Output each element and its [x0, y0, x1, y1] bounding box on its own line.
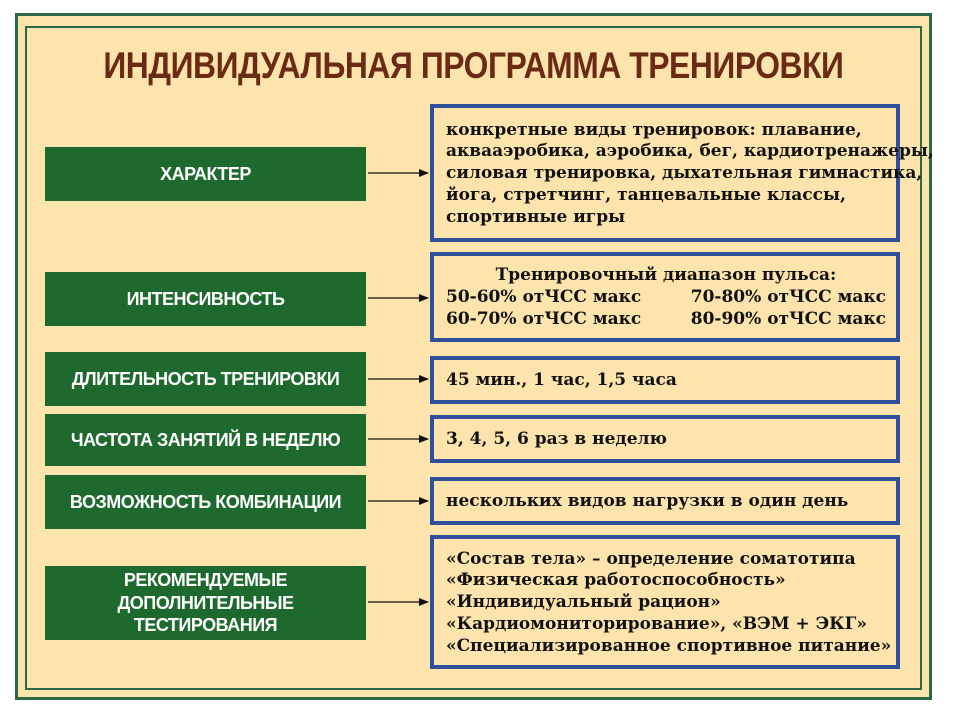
label-frequency: ЧАСТОТА ЗАНЯТИЙ В НЕДЕЛЮ	[45, 414, 366, 466]
page-title: ИНДИВИДУАЛЬНАЯ ПРОГРАММА ТРЕНИРОВКИ	[103, 45, 844, 86]
label-duration: ДЛИТЕЛЬНОСТЬ ТРЕНИРОВКИ	[45, 352, 366, 406]
test-line: «Специализированное спортивное питание»	[446, 635, 892, 656]
frequency-text: 3, 4, 5, 6 раз в неделю	[446, 429, 667, 450]
combination-text: нескольких видов нагрузки в один день	[446, 491, 849, 512]
pulse-cell: 80-90% отЧСС макс	[690, 308, 886, 329]
label-line: РЕКОМЕНДУЕМЫЕ	[123, 570, 288, 591]
duration-text: 45 мин., 1 час, 1,5 часа	[446, 370, 677, 391]
pulse-range-heading: Тренировочный диапазон пульса:	[495, 265, 837, 286]
pulse-cell: 60-70% отЧСС макс	[446, 308, 642, 329]
test-line: «Физическая работоспособность»	[446, 570, 786, 591]
pulse-cell: 70-80% отЧСС макс	[690, 287, 886, 308]
test-line: «Состав тела» – определение соматотипа	[446, 548, 856, 569]
test-line: «Индивидуальный рацион»	[446, 592, 721, 613]
label-line: ДОПОЛНИТЕЛЬНЫЕ ТЕСТИРОВАНИЯ	[117, 592, 294, 636]
character-line: йога, стретчинг, танцевальные классы,	[446, 184, 846, 205]
character-line: аквааэробика, аэробика, бег, кардиотренажеры,	[446, 141, 934, 162]
pulse-cell: 50-60% отЧСС макс	[446, 287, 642, 308]
label-character: ХАРАКТЕР	[45, 147, 366, 201]
label-intensity: ИНТЕНСИВНОСТЬ	[45, 272, 366, 326]
label-combination: ВОЗМОЖНОСТЬ КОМБИНАЦИИ	[45, 475, 366, 529]
character-line: силовая тренировка, дыхательная гимнастика,	[446, 163, 923, 184]
test-line: «Кардиомониторирование», «ВЭМ + ЭКГ»	[446, 613, 867, 634]
character-line: конкретные виды тренировок: плавание,	[446, 119, 862, 140]
character-line: спортивные игры	[446, 206, 626, 227]
